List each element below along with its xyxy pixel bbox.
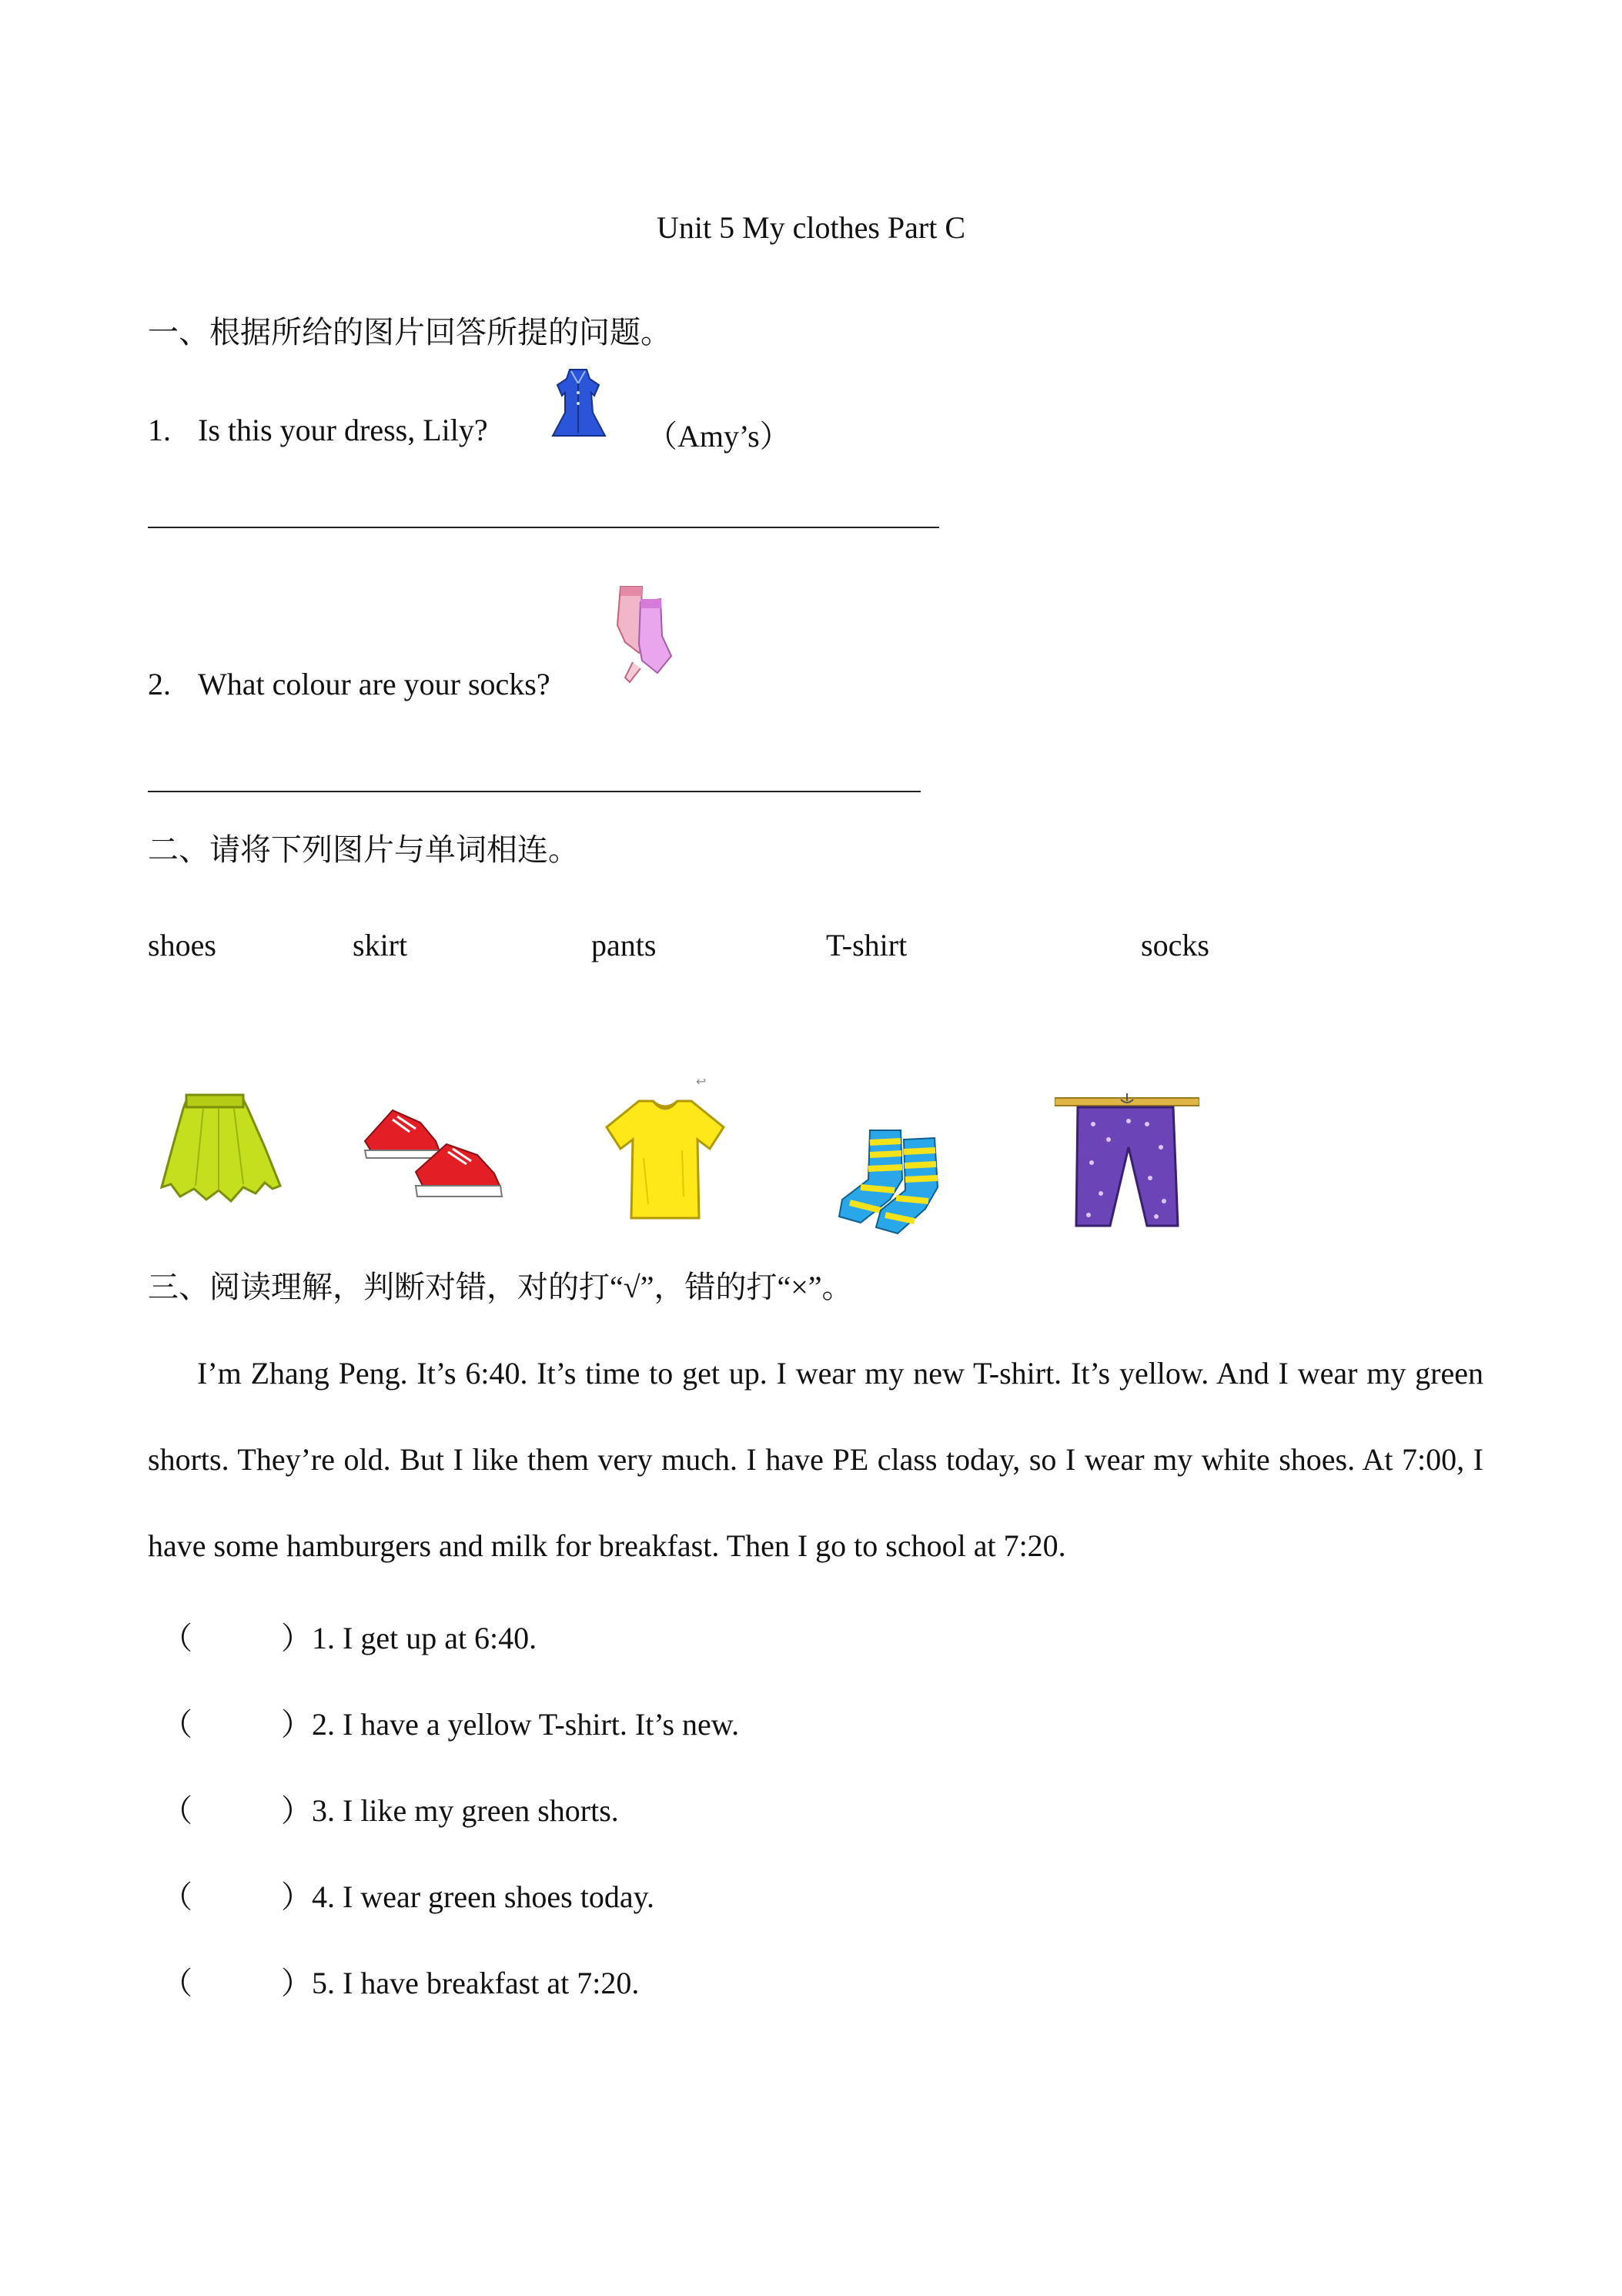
page-title: Unit 5 My clothes Part C [656,210,966,245]
tf-statement: 3. I like my green shorts. [312,1793,619,1828]
tf-open-paren: （ [162,1966,192,2000]
q2-answer-line[interactable] [148,791,921,792]
section3-heading: 三、阅读理解，判断对错，对的打“√”，错的打“×”。 [148,1270,853,1304]
tf-statement: 5. I have breakfast at 7:20. [312,1966,640,2000]
tf-item [162,1873,654,1916]
q1-hint: （Amy’s） [647,419,791,454]
tf-close-paren: ） [281,1879,312,1914]
svg-text:↩: ↩ [696,1074,707,1089]
section2-heading: 二、请将下列图片与单词相连。 [148,832,579,867]
socks-pink-image [594,582,684,690]
tshirt-image[interactable] [597,1073,733,1226]
dress-image [548,365,608,442]
tf-statement: 1. I get up at 6:40. [312,1621,537,1655]
tf-close-paren: ） [281,1621,312,1655]
tf-open-paren: （ [162,1621,192,1655]
section1-heading: 一、根据所给的图片回答所提的问题。 [148,315,671,350]
tf-item [162,1786,619,1830]
word-shoes[interactable]: shoes [148,928,216,962]
q1-answer-line[interactable] [148,527,939,528]
word-socks[interactable]: socks [1141,928,1209,962]
tf-open-paren: （ [162,1793,192,1828]
shoes-image[interactable] [362,1103,503,1206]
pants-image[interactable] [1055,1093,1199,1233]
tf-item [162,1700,739,1744]
tf-item [162,1614,537,1658]
q1-number: 1. [148,413,171,447]
tf-statement: 2. I have a yellow T-shirt. It’s new. [312,1707,740,1742]
tf-open-paren: （ [162,1879,192,1914]
skirt-image[interactable] [157,1093,283,1206]
q2-number: 2. [148,667,171,701]
tf-close-paren: ） [281,1966,312,2000]
tf-statement: 4. I wear green shoes today. [312,1879,655,1914]
reading-passage: I’m Zhang Peng. It’s 6:40. It’s time to get up. I wear my new T-shirt. It’s yellow. And I wear my green shorts. They’re old. But I like them very much. I have PE class today, so I wear my white shoes. At 7:00, I have some hamburgers and milk for breakfast. Then I go to school at 7:20. [148,1356,1483,1563]
q1-text: Is this your dress, Lily? [198,413,488,447]
tf-close-paren: ） [281,1707,312,1742]
q2-text: What colour are your socks? [198,667,550,701]
tf-close-paren: ） [281,1793,312,1828]
word-tshirt[interactable]: T-shirt [826,928,908,962]
word-skirt[interactable]: skirt [353,928,408,962]
tf-item [162,1959,639,2003]
socks-image[interactable] [830,1126,961,1240]
word-pants[interactable]: pants [591,928,657,962]
tf-open-paren: （ [162,1707,192,1742]
